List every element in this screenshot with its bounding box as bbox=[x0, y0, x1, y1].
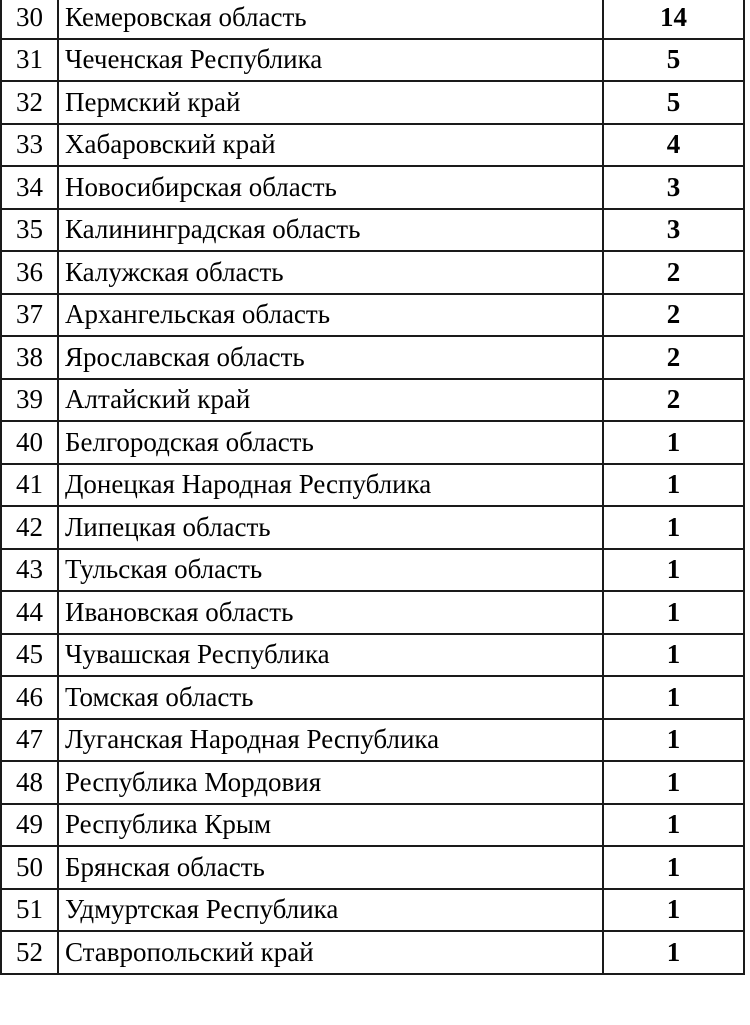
row-number: 43 bbox=[1, 549, 58, 592]
region-count: 5 bbox=[603, 81, 744, 124]
region-name: Чувашская Республика bbox=[58, 634, 603, 677]
row-number: 40 bbox=[1, 421, 58, 464]
table-row bbox=[1, 81, 744, 124]
row-number: 38 bbox=[1, 336, 58, 379]
region-count: 5 bbox=[603, 39, 744, 82]
row-number: 32 bbox=[1, 81, 58, 124]
region-count: 1 bbox=[603, 421, 744, 464]
table-row bbox=[1, 39, 744, 82]
region-count: 14 bbox=[603, 0, 744, 39]
region-count: 3 bbox=[603, 209, 744, 252]
row-number: 44 bbox=[1, 591, 58, 634]
region-name: Тульская область bbox=[58, 549, 603, 592]
table-row bbox=[1, 124, 744, 167]
row-number: 50 bbox=[1, 846, 58, 889]
row-number: 49 bbox=[1, 804, 58, 847]
region-name: Липецкая область bbox=[58, 506, 603, 549]
table-row bbox=[1, 251, 744, 294]
table-row bbox=[1, 0, 744, 39]
region-count: 1 bbox=[603, 634, 744, 677]
region-count: 4 bbox=[603, 124, 744, 167]
row-number: 48 bbox=[1, 761, 58, 804]
region-name: Республика Крым bbox=[58, 804, 603, 847]
table-row bbox=[1, 421, 744, 464]
row-number: 33 bbox=[1, 124, 58, 167]
region-count: 1 bbox=[603, 549, 744, 592]
region-name: Луганская Народная Республика bbox=[58, 719, 603, 762]
region-count: 1 bbox=[603, 804, 744, 847]
region-name: Республика Мордовия bbox=[58, 761, 603, 804]
region-count: 1 bbox=[603, 591, 744, 634]
row-number: 34 bbox=[1, 166, 58, 209]
region-name: Ивановская область bbox=[58, 591, 603, 634]
region-name: Белгородская область bbox=[58, 421, 603, 464]
table-row bbox=[1, 719, 744, 762]
region-count: 1 bbox=[603, 761, 744, 804]
region-count: 2 bbox=[603, 294, 744, 337]
region-count: 1 bbox=[603, 889, 744, 932]
table-row bbox=[1, 336, 744, 379]
region-name: Брянская область bbox=[58, 846, 603, 889]
row-number: 52 bbox=[1, 931, 58, 974]
table-row bbox=[1, 889, 744, 932]
row-number: 46 bbox=[1, 676, 58, 719]
region-count: 3 bbox=[603, 166, 744, 209]
table-row bbox=[1, 294, 744, 337]
row-number: 35 bbox=[1, 209, 58, 252]
regions-table-body bbox=[1, 0, 744, 974]
table-row bbox=[1, 591, 744, 634]
region-name: Кемеровская область bbox=[58, 0, 603, 39]
row-number: 37 bbox=[1, 294, 58, 337]
region-name: Ставропольский край bbox=[58, 931, 603, 974]
region-name: Алтайский край bbox=[58, 379, 603, 422]
table-row bbox=[1, 464, 744, 507]
region-count: 2 bbox=[603, 336, 744, 379]
table-row bbox=[1, 676, 744, 719]
row-number: 51 bbox=[1, 889, 58, 932]
row-number: 31 bbox=[1, 39, 58, 82]
row-number: 39 bbox=[1, 379, 58, 422]
table-row bbox=[1, 761, 744, 804]
region-count: 1 bbox=[603, 931, 744, 974]
region-name: Чеченская Республика bbox=[58, 39, 603, 82]
region-count: 2 bbox=[603, 379, 744, 422]
region-count: 1 bbox=[603, 464, 744, 507]
table-row bbox=[1, 209, 744, 252]
table-row bbox=[1, 804, 744, 847]
region-name: Удмуртская Республика bbox=[58, 889, 603, 932]
region-name: Новосибирская область bbox=[58, 166, 603, 209]
table-row bbox=[1, 634, 744, 677]
table-row bbox=[1, 506, 744, 549]
table-row bbox=[1, 931, 744, 974]
region-name: Ярославская область bbox=[58, 336, 603, 379]
region-count: 2 bbox=[603, 251, 744, 294]
region-name: Калужская область bbox=[58, 251, 603, 294]
region-count: 1 bbox=[603, 506, 744, 549]
region-count: 1 bbox=[603, 719, 744, 762]
region-name: Томская область bbox=[58, 676, 603, 719]
row-number: 30 bbox=[1, 0, 58, 39]
region-count: 1 bbox=[603, 846, 744, 889]
row-number: 36 bbox=[1, 251, 58, 294]
table-row bbox=[1, 166, 744, 209]
row-number: 47 bbox=[1, 719, 58, 762]
region-name: Хабаровский край bbox=[58, 124, 603, 167]
row-number: 45 bbox=[1, 634, 58, 677]
region-name: Донецкая Народная Республика bbox=[58, 464, 603, 507]
region-name: Архангельская область bbox=[58, 294, 603, 337]
row-number: 41 bbox=[1, 464, 58, 507]
table-row bbox=[1, 379, 744, 422]
region-name: Калининградская область bbox=[58, 209, 603, 252]
region-count: 1 bbox=[603, 676, 744, 719]
region-name: Пермский край bbox=[58, 81, 603, 124]
table-row bbox=[1, 549, 744, 592]
row-number: 42 bbox=[1, 506, 58, 549]
table-row bbox=[1, 846, 744, 889]
